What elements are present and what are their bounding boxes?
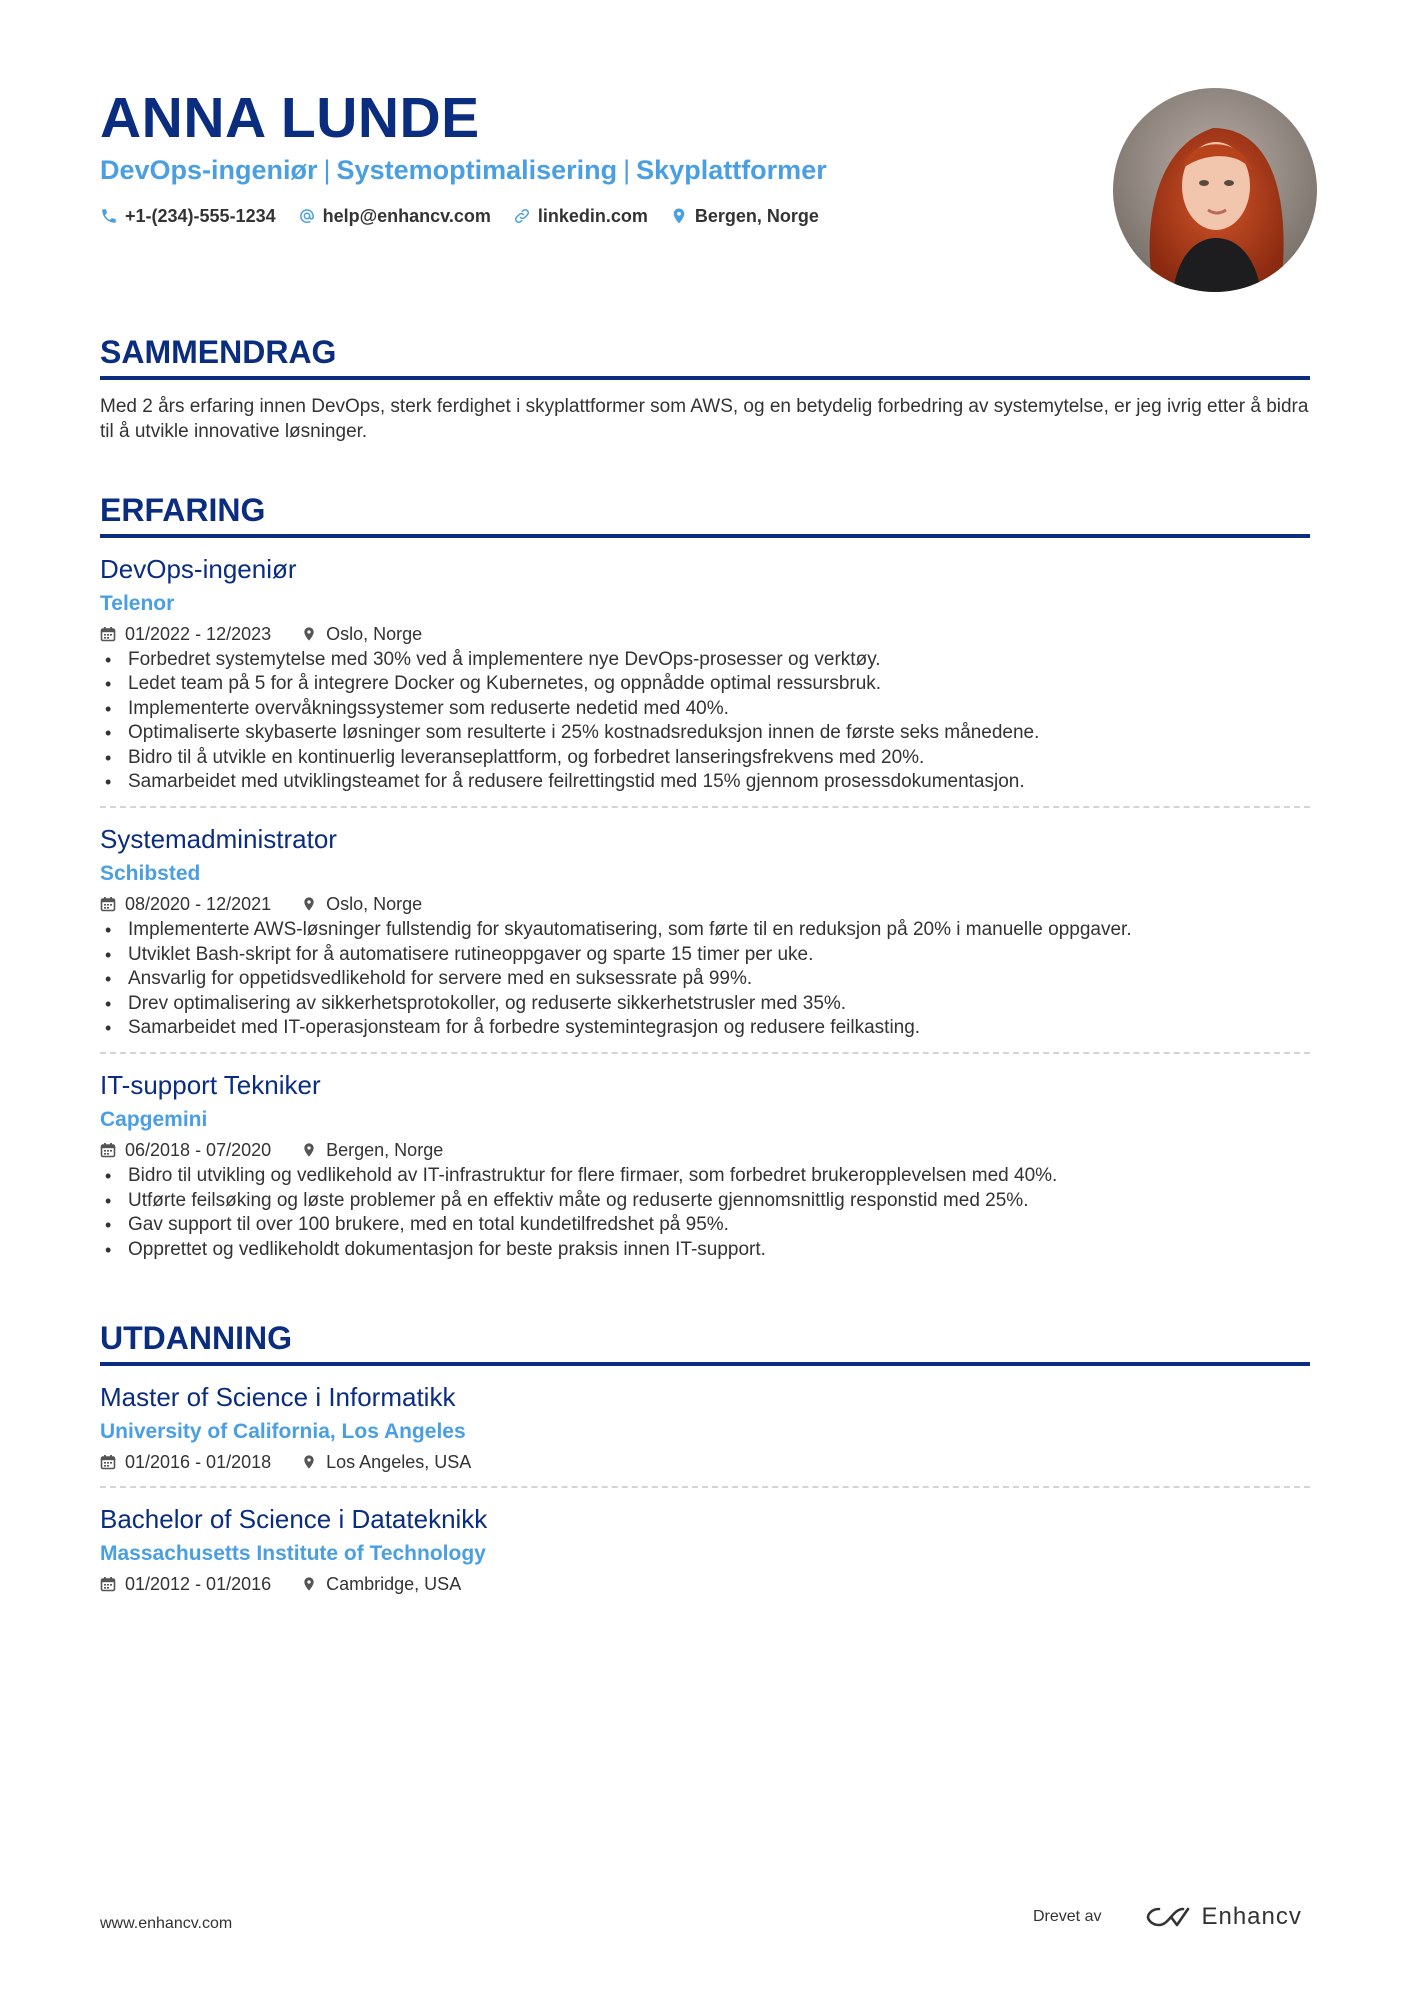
calendar-icon bbox=[100, 626, 116, 642]
calendar-icon bbox=[100, 896, 116, 912]
job-dates: 08/2020 - 12/2021 bbox=[125, 894, 272, 915]
job-entry bbox=[100, 1068, 1310, 1262]
link-icon bbox=[513, 207, 531, 225]
job-location bbox=[301, 892, 422, 916]
job-location-text: Bergen, Norge bbox=[326, 1140, 444, 1161]
tagline-separator: | bbox=[623, 155, 631, 185]
degree-title: Bachelor of Science i Datateknikk bbox=[100, 1504, 488, 1535]
education-location bbox=[301, 1450, 471, 1474]
location-pin-icon bbox=[670, 207, 688, 225]
job-title: DevOps-ingeniør bbox=[100, 554, 297, 584]
job-dates: 06/2018 - 07/2020 bbox=[125, 1140, 272, 1161]
school-name: Massachusetts Institute of Technology bbox=[100, 1542, 486, 1566]
tagline-separator: | bbox=[323, 155, 331, 185]
linkedin-text: linkedin.com bbox=[537, 206, 648, 226]
location-pin-icon bbox=[301, 1576, 317, 1592]
entry-divider bbox=[100, 1052, 1310, 1054]
bullet-item: • Implementerte overvåkningssystemer som reduserte nedetid med 40%. bbox=[100, 697, 1310, 721]
education-location-text: Los Angeles, USA bbox=[326, 1452, 472, 1473]
summary-section bbox=[100, 332, 1310, 444]
job-bullets bbox=[100, 1164, 1310, 1262]
enhancv-logo-text: Enhancv bbox=[1201, 1903, 1302, 1930]
job-bullets bbox=[100, 648, 1310, 794]
contact-phone[interactable] bbox=[100, 204, 276, 228]
education-dates: 01/2012 - 01/2016 bbox=[125, 1574, 272, 1595]
education-section bbox=[100, 1318, 1310, 1596]
location-text: Bergen, Norge bbox=[694, 206, 819, 226]
job-entry bbox=[100, 822, 1310, 1040]
education-entry bbox=[100, 1380, 1310, 1474]
tagline-item: Skyplattformer bbox=[636, 155, 827, 185]
job-location bbox=[301, 1138, 443, 1162]
section-title-experience: ERFARING bbox=[100, 490, 1310, 538]
tagline bbox=[100, 153, 827, 187]
education-meta bbox=[100, 1450, 1310, 1474]
contact-email[interactable] bbox=[298, 204, 491, 228]
tagline-item: DevOps-ingeniør bbox=[100, 155, 318, 185]
bullet-item: • Opprettet og vedlikeholdt dokumentasjon for beste praksis innen IT-support. bbox=[100, 1238, 1310, 1262]
job-entry bbox=[100, 552, 1310, 794]
job-dates: 01/2022 - 12/2023 bbox=[125, 624, 272, 644]
education-meta bbox=[100, 1572, 1310, 1596]
contact-list bbox=[100, 204, 841, 228]
degree-title: Master of Science i Informatikk bbox=[100, 1382, 456, 1413]
calendar-icon bbox=[100, 1454, 116, 1470]
resume-header bbox=[100, 0, 1310, 300]
powered-by-text: Drevet av bbox=[1033, 1908, 1102, 1925]
job-location bbox=[301, 622, 422, 646]
bullet-item: • Drev optimalisering av sikkerhetsprotokoller, og reduserte sikkerhetstrusler med 35%. bbox=[100, 992, 1310, 1016]
bullet-item: • Utførte feilsøking og løste problemer på en effektiv måte og reduserte gjennomsnittlig responstid med 25%. bbox=[100, 1189, 1310, 1213]
section-title-summary: SAMMENDRAG bbox=[100, 332, 1310, 380]
job-title: IT-support Tekniker bbox=[100, 1070, 321, 1101]
bullet-item: • Optimaliserte skybaserte løsninger som resulterte i 25% kostnadsreduksjon innen de første seks månedene. bbox=[100, 721, 1310, 745]
company-name: Telenor bbox=[100, 592, 175, 615]
experience-section bbox=[100, 490, 1310, 1262]
summary-text: Med 2 års erfaring innen DevOps, sterk ferdighet i skyplattformer som AWS, og en betydelig forbedring av systemytelse, er jeg ivrig etter å bidra til å utvikle innovative løsninger. bbox=[100, 396, 1309, 442]
job-meta bbox=[100, 892, 1310, 916]
job-location-text: Oslo, Norge bbox=[326, 894, 423, 915]
bullet-item: • Utviklet Bash-skript for å automatisere rutineoppgaver og sparte 15 timer per uke. bbox=[100, 943, 1310, 967]
location-pin-icon bbox=[301, 1142, 317, 1158]
company-name: Schibsted bbox=[100, 862, 201, 886]
profile-photo-image bbox=[1113, 88, 1317, 292]
bullet-item: • Gav support til over 100 brukere, med en total kundetilfredshet på 95%. bbox=[100, 1213, 1310, 1237]
enhancv-logo-icon bbox=[1145, 1905, 1191, 1929]
bullet-item: • Implementerte AWS-løsninger fullstendig for skyautomatisering, som førte til en reduksjon på 20% i manuelle oppgaver. bbox=[100, 918, 1310, 942]
job-bullets bbox=[100, 918, 1310, 1040]
contact-location bbox=[670, 204, 819, 228]
footer-branding bbox=[1033, 1903, 1302, 1931]
phone-text: +1-(234)-555-1234 bbox=[125, 206, 276, 226]
candidate-name: ANNA LUNDE bbox=[100, 86, 480, 150]
profile-photo bbox=[1113, 88, 1317, 292]
bullet-item: • Samarbeidet med IT-operasjonsteam for å forbedre systemintegrasjon og redusere feilkasting. bbox=[100, 1016, 1310, 1040]
bullet-item: • Bidro til utvikling og vedlikehold av IT-infrastruktur for flere firmaer, som forbedret brukeropplevelsen med 40%. bbox=[100, 1164, 1310, 1188]
footer-website[interactable]: www.enhancv.com bbox=[100, 1915, 233, 1932]
at-icon bbox=[298, 207, 316, 225]
school-name: University of California, Los Angeles bbox=[100, 1420, 466, 1444]
entry-divider bbox=[100, 806, 1310, 808]
calendar-icon bbox=[100, 1142, 116, 1158]
education-entry bbox=[100, 1502, 1310, 1596]
entry-divider bbox=[100, 1486, 1310, 1488]
location-pin-icon bbox=[301, 896, 317, 912]
company-name: Capgemini bbox=[100, 1108, 208, 1132]
section-title-education: UTDANNING bbox=[100, 1318, 1310, 1366]
job-location-text: Oslo, Norge bbox=[326, 624, 423, 644]
bullet-item: • Forbedret systemytelse med 30% ved å implementere nye DevOps-prosesser og verktøy. bbox=[100, 648, 1310, 672]
contact-linkedin[interactable] bbox=[513, 204, 648, 228]
job-title: Systemadministrator bbox=[100, 824, 337, 855]
job-meta bbox=[100, 1138, 1310, 1162]
education-location bbox=[301, 1572, 461, 1596]
enhancv-logo[interactable] bbox=[1145, 1903, 1301, 1931]
bullet-item: • Ansvarlig for oppetidsvedlikehold for servere med en suksessrate på 99%. bbox=[100, 967, 1310, 991]
bullet-item: • Ledet team på 5 for å integrere Docker og Kubernetes, og oppnådde optimal ressursbruk. bbox=[100, 672, 1310, 696]
education-dates: 01/2016 - 01/2018 bbox=[125, 1452, 272, 1473]
education-location-text: Cambridge, USA bbox=[326, 1574, 462, 1595]
calendar-icon bbox=[100, 1576, 116, 1592]
bullet-item: • Samarbeidet med utviklingsteamet for å redusere feilrettingstid med 15% gjennom prosessdokumentasjon. bbox=[100, 770, 1310, 794]
phone-icon bbox=[100, 207, 118, 225]
job-meta bbox=[100, 622, 1310, 646]
tagline-item: Systemoptimalisering bbox=[336, 155, 618, 185]
location-pin-icon bbox=[301, 626, 317, 642]
location-pin-icon bbox=[301, 1454, 317, 1470]
bullet-item: • Bidro til å utvikle en kontinuerlig leveranseplattform, og forbedret lanseringsfrekvens med 20%. bbox=[100, 746, 1310, 770]
email-text: help@enhancv.com bbox=[322, 206, 491, 226]
